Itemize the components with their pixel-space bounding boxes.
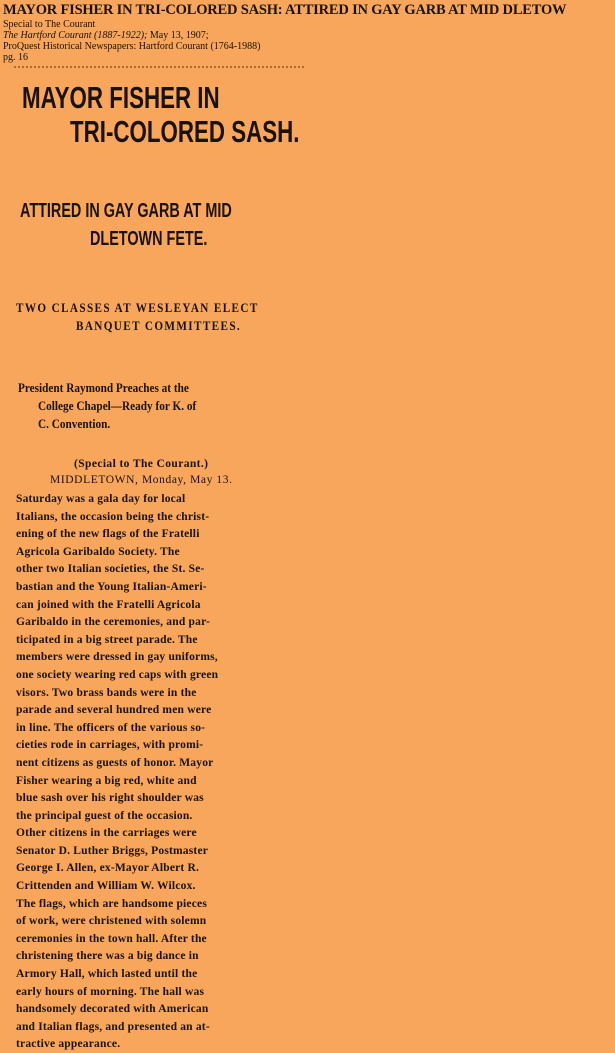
body-line: of work, were christened with solemn xyxy=(16,913,207,928)
citation-page: pg. 16 xyxy=(3,52,28,63)
body-line: one society wearing red caps with green xyxy=(16,666,219,681)
citation-database: ProQuest Historical Newspapers: Hartford Courant (1764-1988) xyxy=(3,41,261,52)
body-line: Saturday was a gala day for local xyxy=(16,491,186,505)
headline-line-2: TRI-COLORED SASH. xyxy=(70,114,300,149)
body-line: handsomely decorated with American xyxy=(16,1001,209,1016)
citation-byline: Special to The Courant xyxy=(3,19,96,30)
body-line: christening there was a big dance in xyxy=(16,948,199,963)
body-line: can joined with the Fratelli Agricola xyxy=(16,596,201,611)
body-line: parade and several hundred men were xyxy=(16,702,212,717)
body-line: nent citizens as guests of honor. Mayor xyxy=(16,754,214,769)
body-line: Other citizens in the carriages were xyxy=(16,825,197,840)
source-date: May 13, 1907; xyxy=(147,30,209,41)
article-body xyxy=(16,490,316,1053)
deck-line-3: C. Convention. xyxy=(38,417,111,431)
deck-line-1: President Raymond Preaches at the xyxy=(18,381,189,395)
body-line: ticipated in a big street parade. The xyxy=(16,631,198,646)
citation-source xyxy=(3,30,613,41)
body-line: the principal guest of the occasion. xyxy=(16,807,193,822)
body-line: The flags, which are handsome pieces xyxy=(16,895,208,910)
citation-header xyxy=(3,2,613,63)
subhead-line-1: TWO CLASSES AT WESLEYAN ELECT xyxy=(16,300,259,315)
body-line: members were dressed in gay uniforms, xyxy=(16,649,218,664)
citation-title: MAYOR FISHER IN TRI-COLORED SASH: ATTIRED IN GAY GARB AT MID DLETOW xyxy=(3,2,567,18)
body-line: Italians, the occasion being the christ- xyxy=(16,508,210,523)
body-line: tractive appearance. xyxy=(16,1036,121,1051)
body-line: George I. Allen, ex-Mayor Albert R. xyxy=(16,860,200,875)
body-line: ening of the new flags of the Fratelli xyxy=(16,526,200,541)
body-line: Armory Hall, which lasted until the xyxy=(16,966,198,981)
scan-dotted-rule xyxy=(14,66,304,70)
body-line: Garibaldo in the ceremonies, and par- xyxy=(16,614,210,629)
body-line: early hours of morning. The hall was xyxy=(16,983,205,998)
body-line: blue sash over his right shoulder was xyxy=(16,790,204,805)
body-line: Fisher wearing a big red, white and xyxy=(16,772,197,787)
body-line: Crittenden and William W. Wilcox. xyxy=(16,878,196,893)
dateline: MIDDLETOWN, Monday, May 13. xyxy=(50,474,233,486)
headline-line-3: ATTIRED IN GAY GARB AT MID xyxy=(20,200,232,222)
headline-line-4: DLETOWN FETE. xyxy=(90,228,208,250)
headline-line-1: MAYOR FISHER IN xyxy=(22,80,220,115)
body-line: and Italian flags, and presented an at- xyxy=(16,1018,210,1033)
source-name: The Hartford Courant (1887-1922); xyxy=(3,30,148,41)
body-line: Senator D. Luther Briggs, Postmaster xyxy=(16,842,209,857)
body-line: cieties rode in carriages, with promi- xyxy=(16,737,204,752)
body-line: ceremonies in the town hall. After the xyxy=(16,930,207,945)
body-line: in line. The officers of the various so- xyxy=(16,719,206,734)
deck-line-2: College Chapel—Ready for K. of xyxy=(38,399,197,413)
body-line: visors. Two brass bands were in the xyxy=(16,684,197,699)
special-credit: (Special to The Courant.) xyxy=(74,458,209,470)
subhead-line-2: BANQUET COMMITTEES. xyxy=(76,318,242,333)
body-line: Agricola Garibaldo Society. The xyxy=(16,543,180,558)
body-line: other two Italian societies, the St. Se- xyxy=(16,561,205,576)
body-line: bastian and the Young Italian-Ameri- xyxy=(16,578,207,593)
